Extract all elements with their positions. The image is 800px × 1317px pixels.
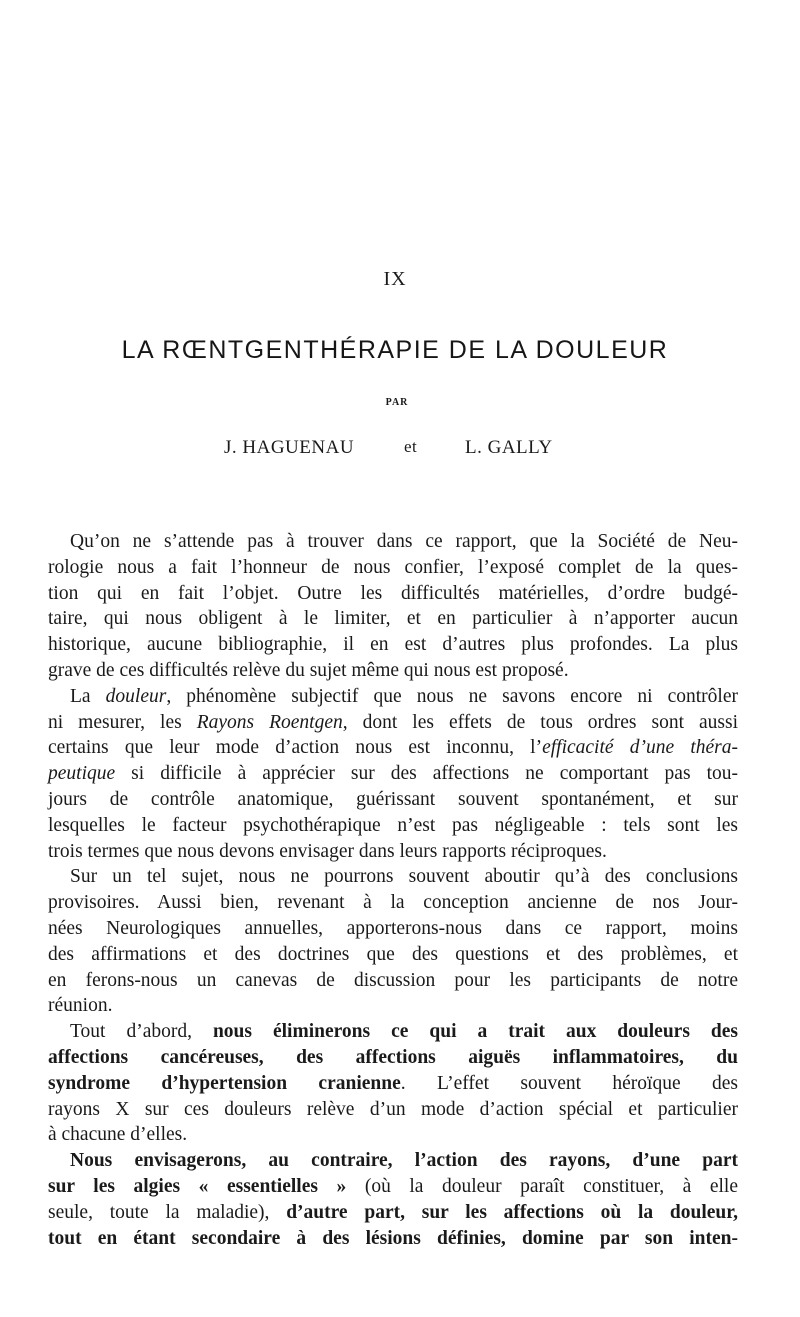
text-line: réunion. xyxy=(48,995,113,1017)
text-line: tion qui en fait l’objet. Outre les difficultés matérielles, d’ordre budgé- xyxy=(48,582,738,604)
text-line xyxy=(48,1071,738,1097)
author-haguenau: J. HAGUENAU xyxy=(224,437,355,458)
chapter-number: IX xyxy=(383,268,407,290)
text-run: . L’effet souvent héroïque des xyxy=(400,1072,738,1094)
text-line: jours de contrôle anatomique, guérissant souvent spontanément, et sur xyxy=(48,788,738,810)
bold-run: Nous envisagerons, au contraire, l’action des rayons, d’une part xyxy=(70,1150,738,1172)
text-line xyxy=(48,1045,738,1071)
chapter-title: LA RŒNTGENTHÉRAPIE DE LA DOULEUR xyxy=(121,336,669,364)
text-line: nées Neurologiques annuelles, apporterons-nous dans ce rapport, moins xyxy=(48,917,738,939)
text-line xyxy=(48,735,738,761)
text-line xyxy=(48,1174,738,1200)
body-text xyxy=(48,529,738,1251)
by-label: PAR xyxy=(385,397,409,408)
text-line: rayons X sur ces douleurs relève d’un mode d’action spécial et particulier xyxy=(48,1098,738,1120)
bold-run: sur les algies « essentielles » xyxy=(48,1175,347,1197)
text-line xyxy=(48,684,738,710)
text-line: trois termes que nous devons envisager dans leurs rapports réciproques. xyxy=(48,840,607,862)
text-run: , dont les effets de tous ordres sont aussi xyxy=(342,711,739,733)
text-line xyxy=(48,761,738,787)
text-line: grave de ces difficultés relève du sujet même qui nous est proposé. xyxy=(48,659,569,681)
text-run: certains que leur mode d’action nous est inconnu, l’ xyxy=(48,737,543,759)
author-conjunction: et xyxy=(404,437,418,456)
text-line: rologie nous a fait l’honneur de nous confier, l’exposé complet de la ques- xyxy=(48,556,738,578)
bold-run: tout en étant secondaire à des lésions définies, domine par son inten- xyxy=(48,1227,738,1249)
text-line xyxy=(48,1019,738,1045)
bold-run: d’autre part, sur les affections où la douleur, xyxy=(286,1201,739,1223)
text-line: taire, qui nous obligent à le limiter, et en particulier à n’apporter aucun xyxy=(48,608,738,630)
text-run: , phénomène subjectif que nous ne savons encore ni contrôler xyxy=(166,685,738,707)
text-line: provisoires. Aussi bien, revenant à la conception ancienne de nos Jour- xyxy=(48,892,738,914)
text-line: lesquelles le facteur psychothérapique n’est pas négligeable : tels sont les xyxy=(48,814,738,836)
text-run: Tout d’abord, xyxy=(70,1021,213,1043)
text-run: seule, toute la maladie), xyxy=(48,1201,287,1223)
author-gally: L. GALLY xyxy=(465,437,553,458)
text-line: en ferons-nous un canevas de discussion pour les participants de notre xyxy=(48,969,738,991)
italic-run: peutique xyxy=(48,763,116,785)
text-line: Sur un tel sujet, nous ne pourrons souvent aboutir qu’à des conclusions xyxy=(70,866,738,888)
italic-run: douleur xyxy=(105,685,167,707)
italic-run: efficacité d’une théra- xyxy=(542,737,738,759)
text-line xyxy=(48,1226,738,1252)
text-line xyxy=(48,1148,738,1174)
text-run: (où la douleur paraît constituer, à elle xyxy=(346,1175,738,1197)
bold-run: syndrome d’hypertension cranienne xyxy=(48,1072,401,1094)
italic-run: Rayons Roentgen xyxy=(196,711,343,733)
text-line: historique, aucune bibliographie, il en est d’autres plus profondes. La plus xyxy=(48,634,738,656)
bold-run: des affections aiguës inflammatoires, du xyxy=(263,1046,739,1068)
text-line: à chacune d’elles. xyxy=(48,1124,188,1146)
bold-run: nous éliminerons ce qui a trait aux douleurs des xyxy=(212,1021,738,1043)
bold-run: affections cancéreuses, xyxy=(48,1046,264,1068)
text-run: si difficile à apprécier sur des affections ne comportant pas tou- xyxy=(115,763,738,785)
text-line: Qu’on ne s’attende pas à trouver dans ce rapport, que la Société de Neu- xyxy=(70,531,738,552)
text-run: ni mesurer, les xyxy=(48,711,197,733)
text-run: La xyxy=(70,685,106,707)
text-line: des affirmations et des doctrines que des questions et des problèmes, et xyxy=(48,943,738,965)
text-line xyxy=(48,710,738,736)
text-line xyxy=(48,1200,738,1226)
